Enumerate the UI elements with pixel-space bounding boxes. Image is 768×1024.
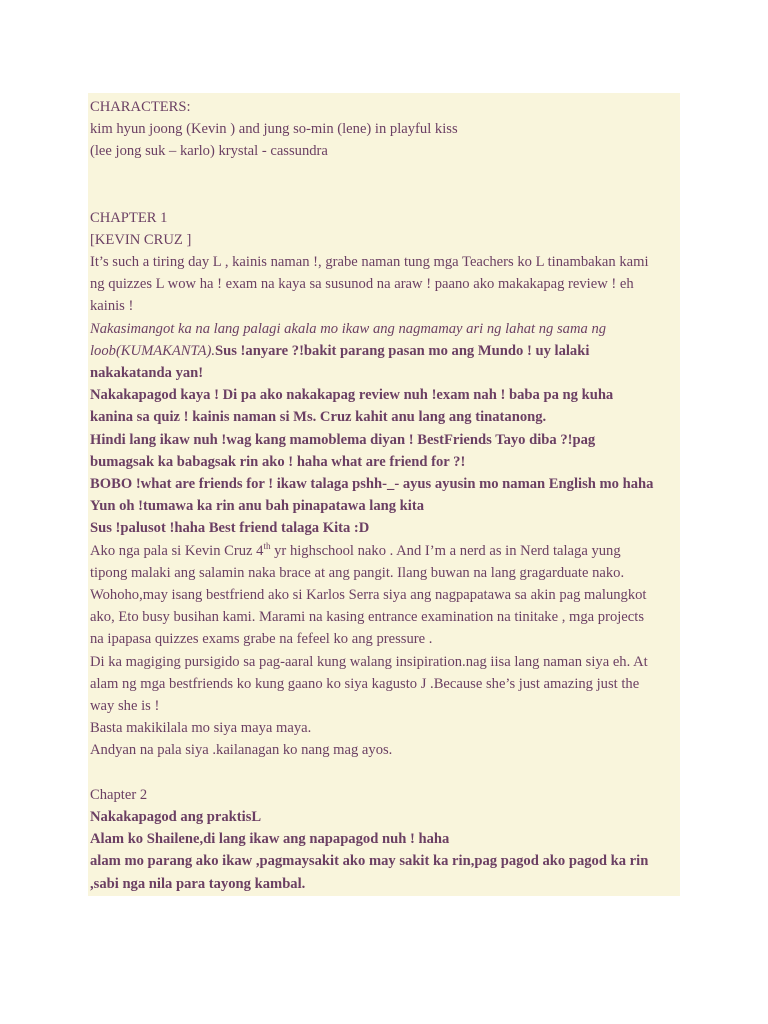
chapter-1-heading: CHAPTER 1 [90,209,168,226]
paragraph-line: way she is ! [90,698,160,715]
bold-line: nakakatanda yan! [90,365,204,382]
text-fragment: yr highschool nako . And I’m a nerd as in Nerd talaga yung [270,542,621,559]
superscript: th [263,540,271,551]
paragraph-line: Di ka magiging pursigido sa pag-aaral kung walang insipiration.nag iisa lang naman siya eh. At [90,653,648,670]
bold-line: BOBO !what are friends for ! ikaw talaga pshh-_- ayus ayusin mo naman English mo haha [90,476,654,493]
bold-line: bumagsak ka babagsak rin ako ! haha what are friend for ?! [90,453,466,470]
bold-fragment: Sus !anyare ?!bakit parang pasan mo ang Mundo ! uy lalaki [215,342,590,359]
bold-line: kanina sa quiz ! kainis naman si Ms. Cruz kahit anu lang ang tinatanong. [90,409,547,426]
bold-line: Hindi lang ikaw nuh !wag kang mamoblema diyan ! BestFriends Tayo diba ?!pag [90,431,596,448]
italic-line: Nakasimangot ka na lang palagi akala mo ikaw ang nagmamay ari ng lahat ng sama ng [90,320,607,337]
chapter-1-pov: [KEVIN CRUZ ] [90,231,192,248]
bold-line: Nakakapagod ang praktisL [90,808,262,825]
spacer [90,163,678,207]
characters-line: kim hyun joong (Kevin ) and jung so-min (lene) in playful kiss [90,121,458,138]
bold-line: ,sabi nga nila para tayong kambal. [90,875,306,892]
chapter-2-heading: Chapter 2 [90,786,148,803]
paragraph-line [90,540,678,562]
paragraph-line: na ipapasa quizzes exams grabe na fefeel ko ang pressure . [90,631,433,648]
bold-line: Yun oh !tumawa ka rin anu bah pinapatawa lang kita [90,498,425,515]
characters-heading: CHARACTERS: [90,99,191,115]
mixed-line [90,340,678,362]
paragraph-line: Andyan na pala siya .kailanagan ko nang mag ayos. [90,742,393,759]
paragraph-line: Basta makikilala mo siya maya maya. [90,720,312,737]
characters-line: (lee jong suk – karlo) krystal - cassundra [90,143,328,160]
spacer [90,762,678,784]
paragraph-line: kainis ! [90,298,134,315]
bold-line: alam mo parang ako ikaw ,pagmaysakit ako may sakit ka rin,pag pagod ako pagod ka rin [90,853,649,870]
bold-line: Alam ko Shailene,di lang ikaw ang napapagod nuh ! haha [90,831,450,848]
bold-line: Sus !palusot !haha Best friend talaga Kita :D [90,520,370,537]
paragraph-line: ako, Eto busy busihan kami. Marami na kasing entrance examination na tinitake , mga projects [90,609,644,626]
italic-fragment: loob(KUMAKANTA). [90,342,215,359]
document-text [90,96,678,895]
paragraph-line: It’s such a tiring day L , kainis naman !, grabe naman tung mga Teachers ko L tinambakan kami [90,254,649,271]
paragraph-line: Wohoho,may isang bestfriend ako si Karlos Serra siya ang nagpapatawa sa akin pag malungkot [90,587,647,604]
paragraph-line: tipong malaki ang salamin naka brace at ang pangit. Ilang buwan na lang gragarduate nako. [90,564,625,581]
bold-line: Nakakapagod kaya ! Di pa ako nakakapag review nuh !exam nah ! baba pa ng kuha [90,387,614,404]
paragraph-line: alam ng mga bestfriends ko kung gaano ko siya kagusto J .Because she’s just amazing just the [90,675,640,692]
paragraph-line: ng quizzes L wow ha ! exam na kaya sa susunod na araw ! paano ako makakapag review ! eh [90,276,634,293]
text-fragment: Ako nga pala si Kevin Cruz 4 [90,542,264,559]
document-page [88,93,680,896]
